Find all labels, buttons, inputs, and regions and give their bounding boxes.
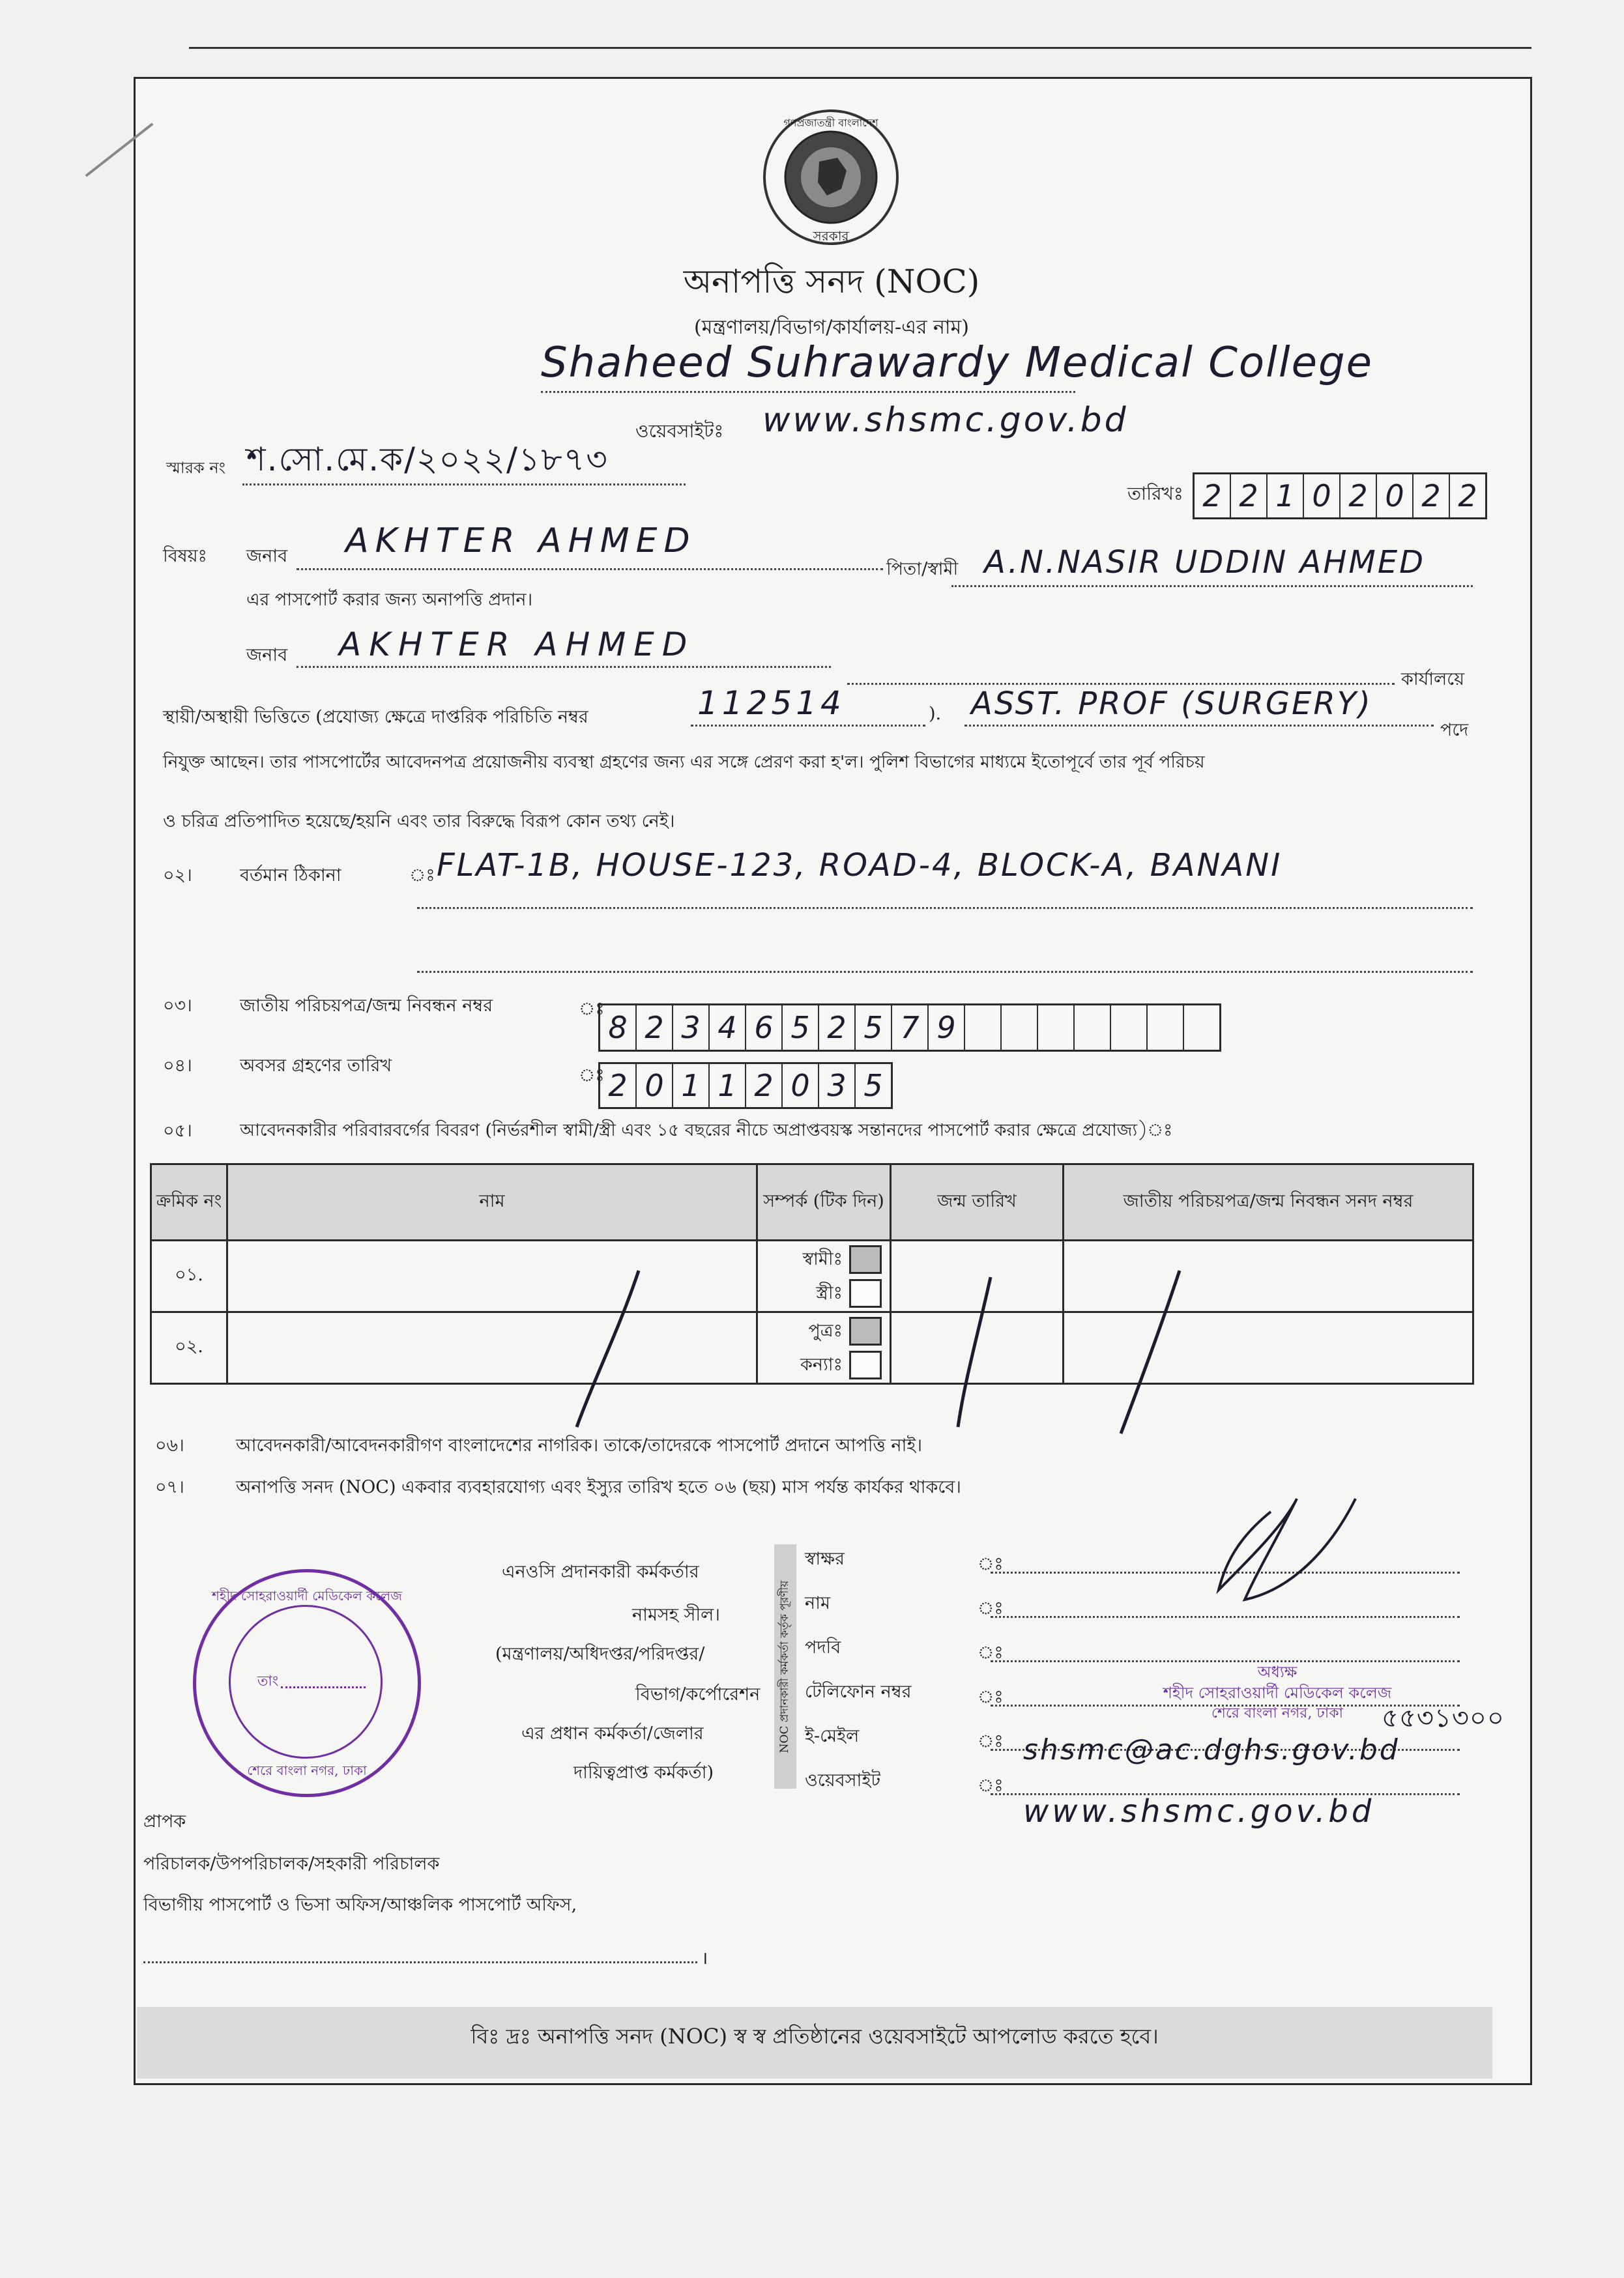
row-serial: ০২.: [151, 1312, 227, 1384]
col-serial: ক্রমিক নং: [151, 1164, 227, 1241]
official-id: 112514: [697, 684, 845, 722]
retire-digit: 1: [673, 1064, 710, 1107]
body-janab: জনাব: [246, 645, 288, 665]
website-value: www.shsmc.gov.bd: [762, 401, 1129, 440]
recipient-line3-dots: [143, 1961, 697, 1963]
col-birthdate: জন্ম তারিখ: [891, 1164, 1064, 1241]
signature-scrawl: [1160, 1460, 1382, 1616]
col-name: নাম: [227, 1164, 757, 1241]
office-stamp-line3: শেরে বাংলা নগর, ঢাকা: [1211, 1705, 1343, 1722]
nid-digit: 4: [710, 1005, 746, 1050]
footer-note: বিঃ দ্রঃ অনাপত্তি সনদ (NOC) স্ব স্ব প্রতিষ্ঠানের ওয়েবসাইটে আপলোড করতে হবে।: [471, 2024, 1159, 2049]
field-email-label: ই-মেইল: [805, 1726, 860, 1746]
nid-digit: 9: [929, 1005, 965, 1050]
retire-digit: 1: [710, 1064, 746, 1107]
officer-line-5: এর প্রধান কর্মকর্তা/জেলার: [521, 1723, 704, 1744]
item05-number: ০৫।: [163, 1121, 192, 1141]
recipient-label: প্রাপক: [143, 1811, 186, 1832]
round-stamp-center: তাং: [257, 1673, 279, 1690]
applicant-name: AKHTER AHMED: [345, 521, 697, 560]
item02-number: ০২।: [163, 865, 192, 886]
page-title: অনাপত্তি সনদ (NOC): [683, 263, 980, 300]
field-telephone-label: টেলিফোন নম্বর: [805, 1682, 912, 1702]
item04-colon: ঃ: [579, 1065, 605, 1086]
seal-bottom-text: সরকার: [813, 228, 849, 244]
date-digit: 2: [1414, 474, 1450, 517]
nid-digit: 8: [600, 1005, 637, 1050]
retire-digit: 3: [819, 1064, 856, 1107]
date-digit: 2: [1341, 474, 1377, 517]
recipient-line1: পরিচালক/উপপরিচালক/সহকারী পরিচালক: [143, 1854, 440, 1874]
body-applicant-name: AKHTER AHMED: [339, 626, 695, 663]
telephone-value: ৫৫৩১৩০০: [1382, 1703, 1505, 1733]
retire-digit: 5: [863, 1068, 883, 1103]
field-name-colon: ঃ: [978, 1598, 1004, 1619]
nid-digit: 6: [746, 1005, 783, 1050]
field-designation-colon: ঃ: [978, 1643, 1004, 1663]
body-para1: নিযুক্ত আছেন। তার পাসপোর্টের আবেদনপত্র প্রয়োজনীয় ব্যবস্থা গ্রহণের জন্য এর সঙ্গে প্রেরণ করা হ'ল। পুলিশ বিভাগের মাধ্যমে ইতোপূর্বে তার পূর্ব পরিচয়: [163, 752, 1205, 772]
basis-text: স্থায়ী/অস্থায়ী ভিত্তিতে (প্রযোজ্য ক্ষেত্রে দাপ্তরিক পরিচিতি নম্বর: [163, 707, 588, 727]
date-digit: 1: [1268, 474, 1304, 517]
institution-round-stamp: [193, 1569, 421, 1797]
item06-number: ০৬।: [155, 1435, 184, 1456]
website-signoff-value: www.shsmc.gov.bd: [1023, 1793, 1375, 1830]
strike-birthdate: [958, 1277, 991, 1427]
retire-digit: 2: [746, 1064, 783, 1107]
name-line: [991, 1616, 1460, 1618]
date-digit: 0: [1377, 474, 1414, 517]
item07-text: অনাপত্তি সনদ (NOC) একবার ব্যবহারযোগ্য এবং ইস্যুর তারিখ হতে ০৬ (ছয়) মাস পর্যন্ত কার্যকর থাকবে।: [236, 1477, 961, 1497]
col-nid: জাতীয় পরিচয়পত্র/জন্ম নিবন্ধন সনদ নম্বর: [1064, 1164, 1473, 1241]
memo-label: স্মারক নং: [166, 459, 225, 477]
field-website-label: ওয়েবসাইট: [805, 1770, 881, 1791]
email-value: shsmc@ac.dghs.gov.bd: [1023, 1733, 1400, 1766]
item05-label: আবেদনকারীর পরিবারবর্গের বিবরণ (নির্ভরশীল স্বামী/স্ত্রী এবং ১৫ বছরের নীচে অপ্রাপ্তবয়স্ক সন্তানদের পাসপোর্ট করার ক্ষেত্রে প্রযোজ্য)ঃ: [240, 1120, 1173, 1140]
field-signature-label: স্বাক্ষর: [805, 1549, 845, 1569]
field-telephone-colon: ঃ: [978, 1687, 1004, 1707]
col-relation: সম্পর্ক (টিক দিন): [757, 1164, 891, 1241]
designation: ASST. PROF (SURGERY): [971, 685, 1372, 722]
row-serial: ০১.: [151, 1241, 227, 1312]
body-para2: ও চরিত্র প্রতিপাদিত হয়েছে/হয়নি এবং তার বিরুদ্ধে বিরূপ কোন তথ্য নেই।: [163, 811, 675, 831]
round-stamp-bottom: শেরে বাংলা নগর, ঢাকা: [247, 1763, 367, 1778]
retire-digit: 0: [783, 1064, 819, 1107]
subject-line2: এর পাসপোর্ট করার জন্য অনাপত্তি প্রদান।: [246, 590, 533, 610]
item07-number: ০৭।: [155, 1477, 184, 1497]
item03-number: ০৩।: [163, 996, 192, 1016]
address-value: FLAT-1B, HOUSE-123, ROAD-4, BLOCK-A, BANANI: [437, 847, 1283, 884]
field-website-colon: ঃ: [978, 1776, 1004, 1796]
relation-husband-label: স্বামীঃ: [802, 1248, 843, 1269]
office-stamp-line2: শহীদ সোহরাওয়ার্দী মেডিকেল কলেজ: [1163, 1684, 1392, 1702]
field-name-label: নাম: [805, 1593, 830, 1613]
officer-line-6: দায়িত্বপ্রাপ্ত কর্মকর্তা): [573, 1763, 714, 1783]
item03-colon: ঃ: [579, 999, 605, 1019]
relation-daughter-label: কন্যাঃ: [800, 1354, 843, 1375]
nid-digit: 3: [673, 1005, 710, 1050]
office-suffix: কার্যালয়ে: [1401, 669, 1464, 689]
office-stamp-line1: অধ্যক্ষ: [1257, 1663, 1298, 1681]
field-signature-colon: ঃ: [978, 1554, 1004, 1574]
post-suffix: পদে: [1440, 720, 1469, 740]
item03-label: জাতীয় পরিচয়পত্র/জন্ম নিবন্ধন নম্বর: [240, 996, 493, 1016]
subject-label: বিষয়ঃ: [163, 546, 207, 566]
strike-name: [577, 1271, 639, 1427]
relation-son-label: পুত্রঃ: [808, 1320, 843, 1341]
officer-line-4: বিভাগ/কর্পোরেশন: [635, 1684, 761, 1705]
round-stamp-text: শহীদ সোহরাওয়ার্দী মেডিকেল কলেজ: [211, 1588, 403, 1604]
round-stamp-date-line: [281, 1686, 366, 1688]
item02-label: বর্তমান ঠিকানা: [240, 865, 341, 886]
website-label: ওয়েবসাইটঃ: [635, 420, 724, 442]
seal-ring-text: গণপ্রজাতন্ত্রী বাংলাদেশ: [783, 117, 878, 129]
item06-text: আবেদনকারী/আবেদনকারীগণ বাংলাদেশের নাগরিক। তাকে/তাদেরকে পাসপোর্ট প্রদানে আপত্তি নাই।: [236, 1435, 923, 1456]
officer-line-3: (মন্ত্রণালয়/অধিদপ্তর/পরিদপ্তর/: [495, 1644, 705, 1664]
date-digit: 2: [1195, 474, 1231, 517]
ministry-hint: (মন্ত্রণালয়/বিভাগ/কার্যালয়-এর নাম): [694, 316, 969, 339]
date-digit: 2: [1231, 474, 1268, 517]
retire-digit: 2: [600, 1064, 637, 1107]
nid-digit: 2: [819, 1005, 856, 1050]
recipient-line2: বিভাগীয় পাসপোর্ট ও ভিসা অফিস/আঞ্চলিক পাসপোর্ট অফিস,: [143, 1895, 577, 1915]
bracket-close: ).: [929, 704, 942, 724]
relation-wife-label: স্ত্রীঃ: [816, 1282, 843, 1303]
nid-digit: 7: [892, 1005, 929, 1050]
item04-number: ০৪।: [163, 1056, 192, 1076]
father-label: পিতা/স্বামী: [886, 559, 959, 579]
memo-number: শ.সো.মে.ক/২০২২/১৮৭৩: [246, 440, 609, 478]
retire-digit: 0: [637, 1064, 673, 1107]
date-digit: 0: [1304, 474, 1341, 517]
item04-label: অবসর গ্রহণের তারিখ: [240, 1056, 392, 1076]
field-designation-label: পদবি: [805, 1637, 841, 1658]
date-digit: 2: [1458, 478, 1477, 513]
nid-digit: 5: [856, 1005, 892, 1050]
date-label: তারিখঃ: [1127, 483, 1183, 504]
officer-line-1: এনওসি প্রদানকারী কর্মকর্তার: [502, 1562, 699, 1582]
nid-digit: 5: [783, 1005, 819, 1050]
recipient-line3-end: ।: [701, 1948, 708, 1968]
father-name: A.N.NASIR UDDIN AHMED: [984, 544, 1426, 581]
subject-janab: জনাব: [246, 546, 288, 566]
strike-nid: [1121, 1271, 1180, 1434]
item02-colon: ঃ: [409, 865, 435, 886]
vertical-note: NOC প্রদানকারী কর্মকর্তা কর্তৃক পূরণীয়: [778, 1580, 791, 1753]
nid-digit: 2: [637, 1005, 673, 1050]
officer-line-2: নামসহ সীল।: [632, 1605, 720, 1625]
institution-name: Shaheed Suhrawardy Medical College: [541, 339, 1373, 387]
field-email-colon: ঃ: [978, 1731, 1004, 1752]
